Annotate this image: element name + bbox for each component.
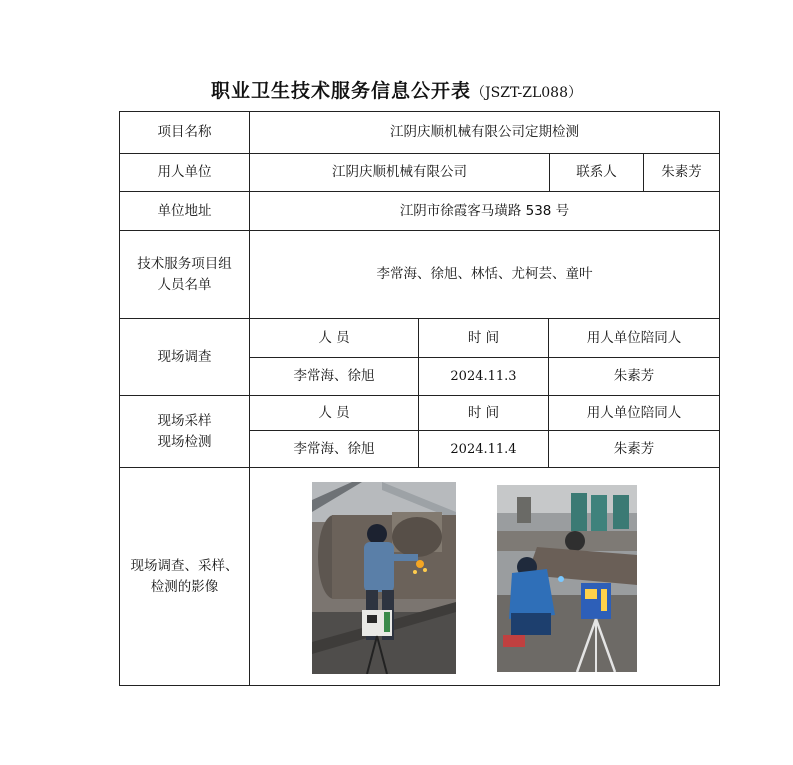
survey-header-time: 时 间 (467, 329, 500, 346)
images-label (120, 468, 249, 685)
images-label-line2: 检测的影像 (150, 578, 219, 595)
sampling-companion: 朱素芳 (613, 440, 655, 457)
sampling-header-time: 时 间 (467, 404, 500, 421)
photo-welding-worker (497, 485, 637, 672)
survey-header-companion: 用人单位陪同人 (586, 329, 682, 346)
project-name-value: 江阴庆顺机械有限公司定期检测 (390, 124, 579, 140)
survey-companion: 朱素芳 (613, 368, 655, 384)
sampling-label-line1: 现场采样 (157, 412, 212, 429)
address-value: 江阴市徐霞客马璜路 538 号 (399, 202, 570, 219)
table-line (119, 685, 720, 686)
table-line (719, 111, 720, 686)
survey-time: 2024.11.3 (450, 369, 517, 384)
photo-grinding-worker (312, 482, 456, 674)
team-label-line1: 技术服务项目组 (137, 255, 232, 272)
team-label (120, 231, 249, 318)
address-label: 单位地址 (157, 202, 212, 219)
team-value: 李常海、徐旭、林恬、尤柯芸、童叶 (376, 266, 593, 282)
page-title (0, 76, 793, 103)
survey-label: 现场调查 (157, 348, 212, 365)
images-label-line1: 现场调查、采样、 (130, 557, 239, 574)
sampling-label (120, 396, 249, 467)
survey-people: 李常海、徐旭 (293, 368, 375, 384)
sampling-header-companion: 用人单位陪同人 (586, 404, 682, 421)
title-code: （JSZT-ZL088） (471, 85, 582, 101)
sampling-people: 李常海、徐旭 (293, 440, 375, 457)
team-label-line2: 人员名单 (157, 276, 212, 293)
sampling-time: 2024.11.4 (450, 441, 517, 457)
sampling-header-people: 人 员 (318, 404, 350, 421)
employer-value: 江阴庆顺机械有限公司 (332, 164, 467, 180)
contact-label: 联系人 (576, 164, 617, 180)
title-main: 职业卫生技术服务信息公开表 (211, 80, 472, 102)
sampling-label-line2: 现场检测 (157, 433, 212, 450)
employer-label: 用人单位 (157, 164, 212, 180)
project-name-label: 项目名称 (157, 124, 212, 140)
contact-value: 朱素芳 (661, 164, 702, 180)
survey-header-people: 人 员 (318, 329, 350, 346)
